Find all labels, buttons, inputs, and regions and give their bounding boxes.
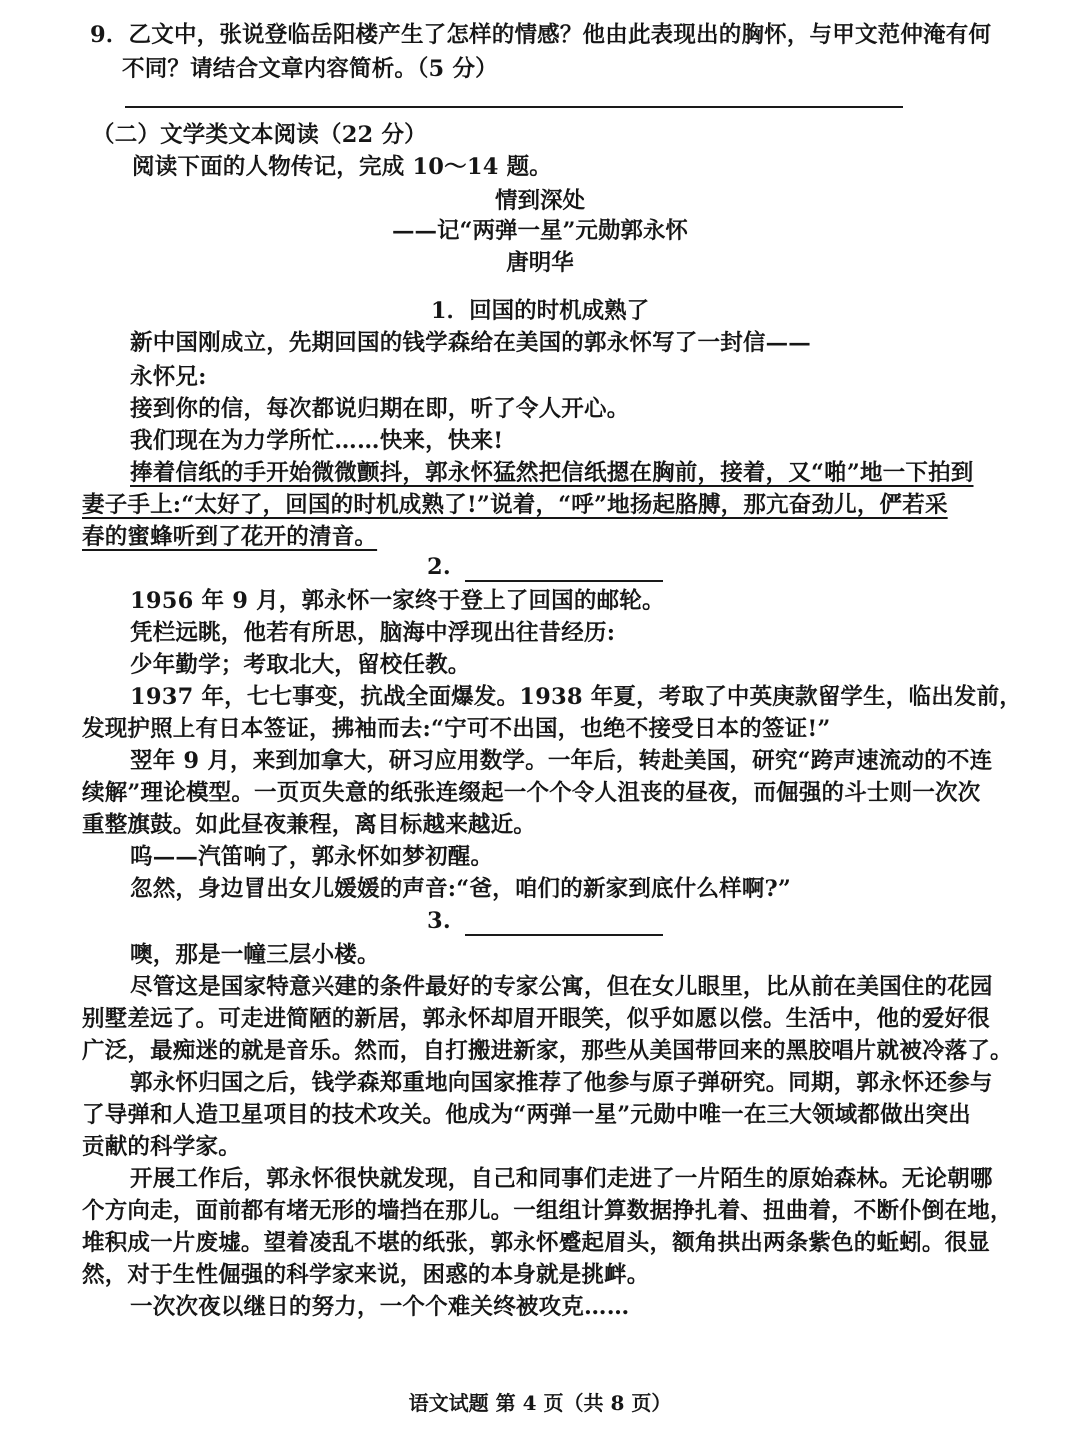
paragraph: 开展工作后，郭永怀很快就发现，自己和同事们走进了一片陌生的原始森林。无论朝哪 (130, 1166, 993, 1192)
part-3-number: 3. (427, 908, 451, 934)
paragraph: 一次次夜以继日的努力，一个个难关终被攻克…… (130, 1294, 630, 1320)
paragraph: 续解”理论模型。一页页失意的纸张连缀起一个个令人沮丧的昼夜，而倔强的斗士则一次次 (82, 780, 981, 806)
paragraph: 堆积成一片废墟。望着凌乱不堪的纸张，郭永怀蹙起眉头，额角拱出两条紫色的蚯蚓。很显 (82, 1230, 991, 1256)
paragraph: 1937 年，七七事变，抗战全面爆发。1938 年夏，考取了中英庚款留学生，临出发前， (130, 684, 1023, 710)
paragraph: 呜——汽笛响了，郭永怀如梦初醒。 (130, 844, 494, 870)
part-3-heading (427, 906, 663, 936)
underlined-sentence: 春的蜜蜂听到了花开的清音。 (82, 524, 378, 550)
paragraph: 1956 年 9 月，郭永怀一家终于登上了回国的邮轮。 (130, 588, 665, 614)
part-1-heading: 1．回国的时机成熟了 (430, 298, 650, 324)
section-instruction: 阅读下面的人物传记，完成 10～14 题。 (132, 154, 552, 180)
article-title: 情到深处 (494, 188, 585, 214)
paragraph: 个方向走，面前都有堵无形的墙挡在那儿。一组组计算数据挣扎着、扭曲着，不断仆倒在地， (82, 1198, 1013, 1224)
paragraph: 尽管这是国家特意兴建的条件最好的专家公寓，但在女儿眼里，比从前在美国住的花园 (130, 974, 993, 1000)
part-2-number: 2. (427, 554, 451, 580)
page-footer: 语文试题 第 4 页（共 8 页） (408, 1391, 672, 1415)
paragraph: 郭永怀归国之后，钱学森郑重地向国家推荐了他参与原子弹研究。同期，郭永怀还参与 (130, 1070, 993, 1096)
paragraph: 少年勤学；考取北大，留校任教。 (130, 652, 471, 678)
underlined-sentence: 妻子手上:“太好了，回国的时机成熟了!”说着，“呼”地扬起胳膊，那亢奋劲儿，俨若采 (82, 492, 948, 518)
part-3-blank (465, 912, 663, 936)
question-9-line-2: 不同？请结合文章内容简析。（5 分） (122, 56, 498, 82)
paragraph: 然，对于生性倔强的科学家来说，困惑的本身就是挑衅。 (82, 1262, 650, 1288)
paragraph: 重整旗鼓。如此昼夜兼程，离目标越来越近。 (82, 812, 537, 838)
paragraph: 了导弹和人造卫星项目的技术攻关。他成为“两弹一星”元勋中唯一在三大领域都做出突出 (82, 1102, 971, 1128)
answer-line (125, 106, 903, 108)
paragraph: 接到你的信，每次都说归期在即，听了令人开心。 (130, 396, 630, 422)
paragraph: 贡献的科学家。 (82, 1134, 241, 1160)
paragraph: 发现护照上有日本签证，拂袖而去:“宁可不出国，也绝不接受日本的签证!” (82, 716, 831, 742)
article-author: 唐明华 (506, 250, 574, 276)
paragraph: 噢，那是一幢三层小楼。 (130, 942, 380, 968)
paragraph: 永怀兄: (130, 364, 207, 390)
article-subtitle: ——记“两弹一星”元勋郭永怀 (392, 218, 688, 244)
underlined-sentence: 捧着信纸的手开始微微颤抖，郭永怀猛然把信纸摁在胸前，接着，又“啪”地一下拍到 (130, 460, 974, 486)
question-9-line-1: 9．乙文中，张说登临岳阳楼产生了怎样的情感？他由此表现出的胸怀，与甲文范仲淹有何 (90, 22, 992, 48)
part-2-blank (465, 558, 663, 582)
paragraph: 新中国刚成立，先期回国的钱学森给在美国的郭永怀写了一封信—— (130, 330, 812, 356)
paragraph: 凭栏远眺，他若有所思，脑海中浮现出往昔经历: (130, 620, 616, 646)
paragraph: 广泛，最痴迷的就是音乐。然而，自打搬进新家，那些从美国带回来的黑胶唱片就被冷落了。 (82, 1038, 1013, 1064)
paragraph: 别墅差远了。可走进简陋的新居，郭永怀却眉开眼笑，似乎如愿以偿。生活中，他的爱好很 (82, 1006, 991, 1032)
paragraph: 翌年 9 月，来到加拿大，研习应用数学。一年后，转赴美国，研究“跨声速流动的不连 (130, 748, 993, 774)
part-2-heading (427, 552, 663, 582)
paragraph: 忽然，身边冒出女儿媛媛的声音:“爸，咱们的新家到底什么样啊?” (130, 876, 792, 902)
section-heading: （二）文学类文本阅读（22 分） (92, 122, 427, 148)
paragraph: 我们现在为力学所忙……快来，快来! (130, 428, 504, 454)
